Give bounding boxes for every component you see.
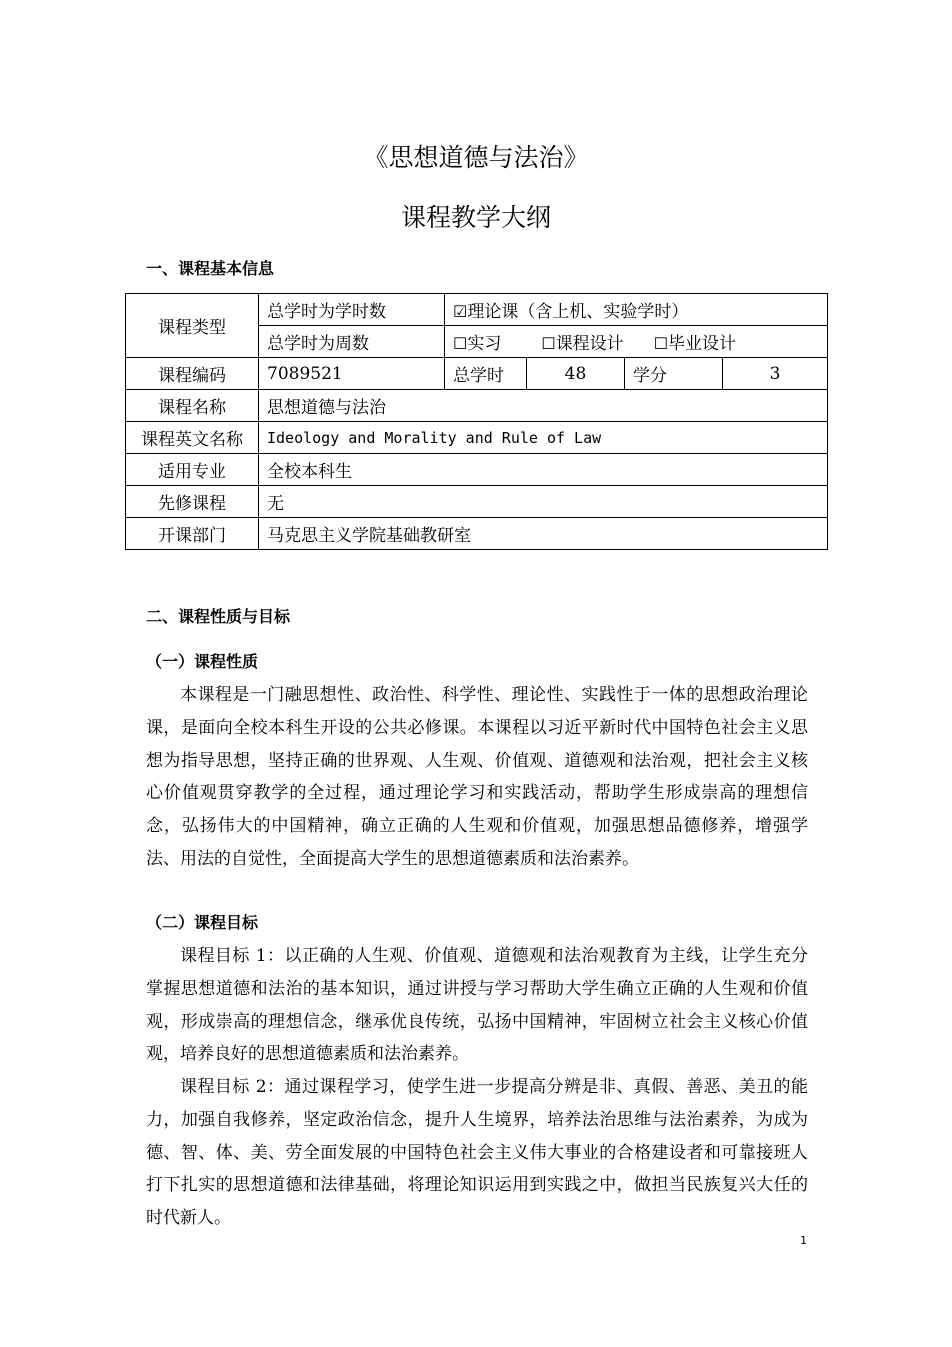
- paragraph-course-nature: 本课程是一门融思想性、政治性、科学性、理论性、实践性于一体的思想政治理论课，是面向全校本科生开设的公共必修课。本课程以习近平新时代中国特色社会主义思想为指导思想，坚持正确的世界观、人生观、价值观、道德观和法治观，把社会主义核心价值观贯穿教学的全过程，通过理论学习和实践活动，帮助学生形成崇高的理想信念，弘扬伟大的中国精神，确立正确的人生观和价值观，加强思想品德修养，增强学法、用法的自觉性，全面提高大学生的思想道德素质和法治素养。: [146, 685, 808, 869]
- credit-label: 学分: [625, 358, 723, 390]
- course-name: 思想道德与法治: [259, 390, 828, 422]
- unchecked-box-icon: ☐: [541, 334, 556, 353]
- practice-label: 实习: [467, 334, 502, 354]
- page-number: 1: [800, 1234, 807, 1247]
- course-en-name: Ideology and Morality and Rule of Law: [259, 422, 828, 454]
- hours-type-2: 总学时为周数: [259, 326, 445, 358]
- section-heading-basic-info: 一、课程基本信息: [146, 259, 275, 278]
- subheading-course-goals: （二）课程目标: [146, 913, 259, 932]
- unchecked-box-icon: ☐: [653, 334, 669, 353]
- prerequisite: 无: [259, 486, 828, 518]
- theory-label: 理论课（含上机、实验学时）: [467, 302, 689, 322]
- course-type-label: 课程类型: [126, 294, 259, 358]
- course-code: 7089521: [259, 358, 445, 390]
- course-info-table: [125, 293, 828, 550]
- credit-value: 3: [723, 358, 828, 390]
- department: 马克思主义学院基础教研室: [259, 518, 828, 550]
- table-row: [126, 294, 828, 326]
- design-label: 课程设计: [555, 334, 624, 354]
- table-row: [126, 486, 828, 518]
- hours-type-1: 总学时为学时数: [259, 294, 445, 326]
- major-label: 适用专业: [126, 454, 259, 486]
- subheading-course-nature: （一）课程性质: [146, 652, 259, 671]
- prereq-label: 先修课程: [126, 486, 259, 518]
- table-row: [126, 390, 828, 422]
- table-row: [126, 422, 828, 454]
- document-title: 《思想道德与法治》: [363, 143, 589, 172]
- checked-box-icon: ☑: [453, 302, 468, 321]
- paragraph-goal-1: 课程目标 1：以正确的人生观、价值观、道德观和法治观教育为主线，让学生充分掌握思想道德和法治的基本知识，通过讲授与学习帮助大学生确立正确的人生观和价值观，形成崇高的理想信念，继承优良传统，弘扬中国精神，牢固树立社会主义核心价值观，培养良好的思想道德素质和法治素养。: [146, 946, 808, 1065]
- dept-label: 开课部门: [126, 518, 259, 550]
- section-heading-nature-goals: 二、课程性质与目标: [146, 607, 291, 626]
- table-row: [126, 454, 828, 486]
- theory-option: [445, 294, 828, 326]
- table-row: [126, 358, 828, 390]
- total-hours-value: 48: [527, 358, 625, 390]
- code-label: 课程编码: [126, 358, 259, 390]
- applicable-major: 全校本科生: [259, 454, 828, 486]
- en-name-label: 课程英文名称: [126, 422, 259, 454]
- unchecked-box-icon: ☐: [453, 334, 468, 353]
- name-label: 课程名称: [126, 390, 259, 422]
- paragraph-goal-2: 课程目标 2：通过课程学习，使学生进一步提高分辨是非、真假、善恶、美丑的能力，加强自我修养，坚定政治信念，提升人生境界，培养法治思维与法治素养，为成为德、智、体、美、劳全面发展的中国特色社会主义伟大事业的合格建设者和可靠接班人打下扎实的思想道德和法律基础，将理论知识运用到实践之中，做担当民族复兴大任的时代新人。: [146, 1077, 808, 1229]
- total-hours-label: 总学时: [445, 358, 527, 390]
- other-options: [445, 326, 828, 358]
- table-row: [126, 518, 828, 550]
- thesis-label: 毕业设计: [668, 334, 737, 354]
- document-subtitle: 课程教学大纲: [400, 203, 551, 232]
